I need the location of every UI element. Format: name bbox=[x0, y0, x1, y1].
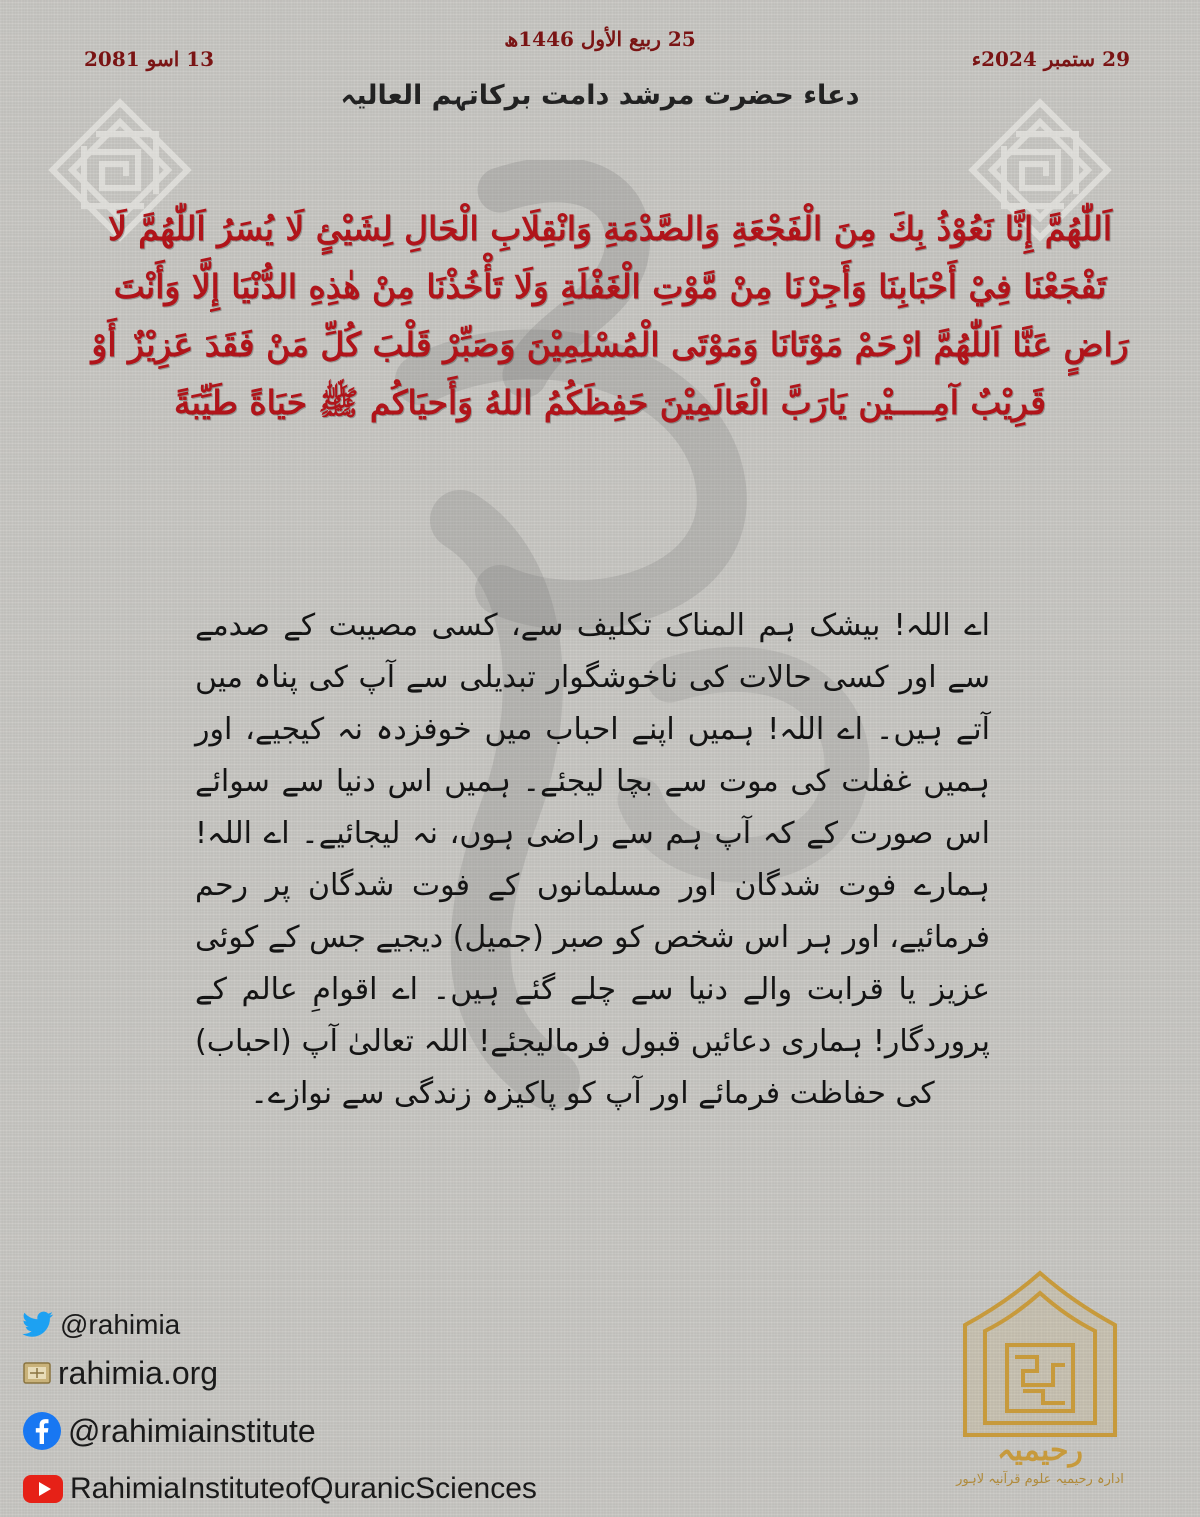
twitter-handle: @rahimia bbox=[60, 1309, 181, 1340]
urdu-translation-text: اے اللہ! بیشک ہم المناک تکلیف سے، کسی مصیبت کے صدمے سے اور کسی حالات کی ناخوشگوار تبدیلی سے آپ کی پناہ میں آتے ہیں۔ اے اللہ! ہمیں اپنے احباب میں خوفزدہ نہ کیجیے، اور ہمیں غفلت کی موت سے بچا لیجئے۔ ہمیں اس دنیا سے سوائے اس صورت کے کہ آپ ہم سے راضی ہوں، نہ لیجائیے۔ اے اللہ! ہمارے فوت شدگان اور مسلمانوں کے فوت شدگان پر رحم فرمائیے، اور ہر اس شخص کو صبر (جمیل) دیجیے جس کے کوئی عزیز یا قرابت والے دنیا سے چلے گئے ہیں۔ اے اقوامِ عالم کے پروردگار! ہماری دعائیں قبول فرمالیجئے! اللہ تعالیٰ آپ (احباب) کی حفاظت فرمائے اور آپ کو پاکیزہ زندگی سے نوازے۔ bbox=[195, 608, 990, 1111]
dua-arabic-text: اَللّٰهُمَّ إِنَّا نَعُوْذُ بِكَ مِنَ الْفَجْعَةِ وَالصَّدْمَةِ وَانْقِلَابِ الْحَالِ لِشَيْئٍ لَا يُسَرُ اَللّٰهُمَّ لَا تَفْجَعْنَا فِيْ أَحْبَابِنَا وَأَجِرْنَا مِنْ مَّوْتِ الْغَفْلَةِ وَلَا تَأْخُذْنَا مِنْ هٰذِهِ الدُّنْيَا إِلَّا وَأَنْتَ رَاضٍ عَنَّا اَللّٰهُمَّ ارْحَمْ مَوْتَانَا وَمَوْتَى الْمُسْلِمِيْنَ وَصَبِّرْ قَلْبَ كُلِّ مَنْ فَقَدَ عَزِيْزٌ أَوْ قَرِيْبٌ آمِــــيْن يَارَبَّ الْعَالَمِيْنَ حَفِظَكُمُ اللهُ وَأَحيَاكُم ﷺ حَيَاةً طَيِّبَةً bbox=[91, 209, 1129, 422]
facebook-handle: @rahimiainstitute bbox=[68, 1412, 316, 1449]
social-links bbox=[22, 1305, 537, 1517]
website-link[interactable] bbox=[22, 1345, 537, 1401]
page-title: دعاء حضرت مرشد دامت برکاتہم العالیہ bbox=[340, 80, 860, 111]
youtube-channel: RahimiaInstituteofQuranicSciences bbox=[70, 1472, 537, 1505]
gregorian-date: 29 ستمبر 2024ء bbox=[971, 47, 1130, 71]
twitter-link[interactable] bbox=[22, 1305, 537, 1345]
rahimia-logo bbox=[895, 1265, 1185, 1490]
hijri-date: 25 ربیع الأول 1446ھ bbox=[504, 27, 696, 51]
youtube-link[interactable] bbox=[22, 1461, 537, 1517]
twitter-icon bbox=[22, 1311, 54, 1339]
facebook-link[interactable] bbox=[22, 1401, 537, 1461]
facebook-icon bbox=[22, 1411, 62, 1451]
bikrami-date: 13 اسو 2081 bbox=[84, 47, 215, 71]
website-url: rahimia.org bbox=[58, 1354, 219, 1391]
logo-subtitle: ادارہ رحیمیہ علوم قرآنیہ لاہور bbox=[956, 1472, 1124, 1487]
logo-name: رحیمیہ bbox=[996, 1433, 1084, 1468]
web-icon bbox=[22, 1360, 52, 1386]
